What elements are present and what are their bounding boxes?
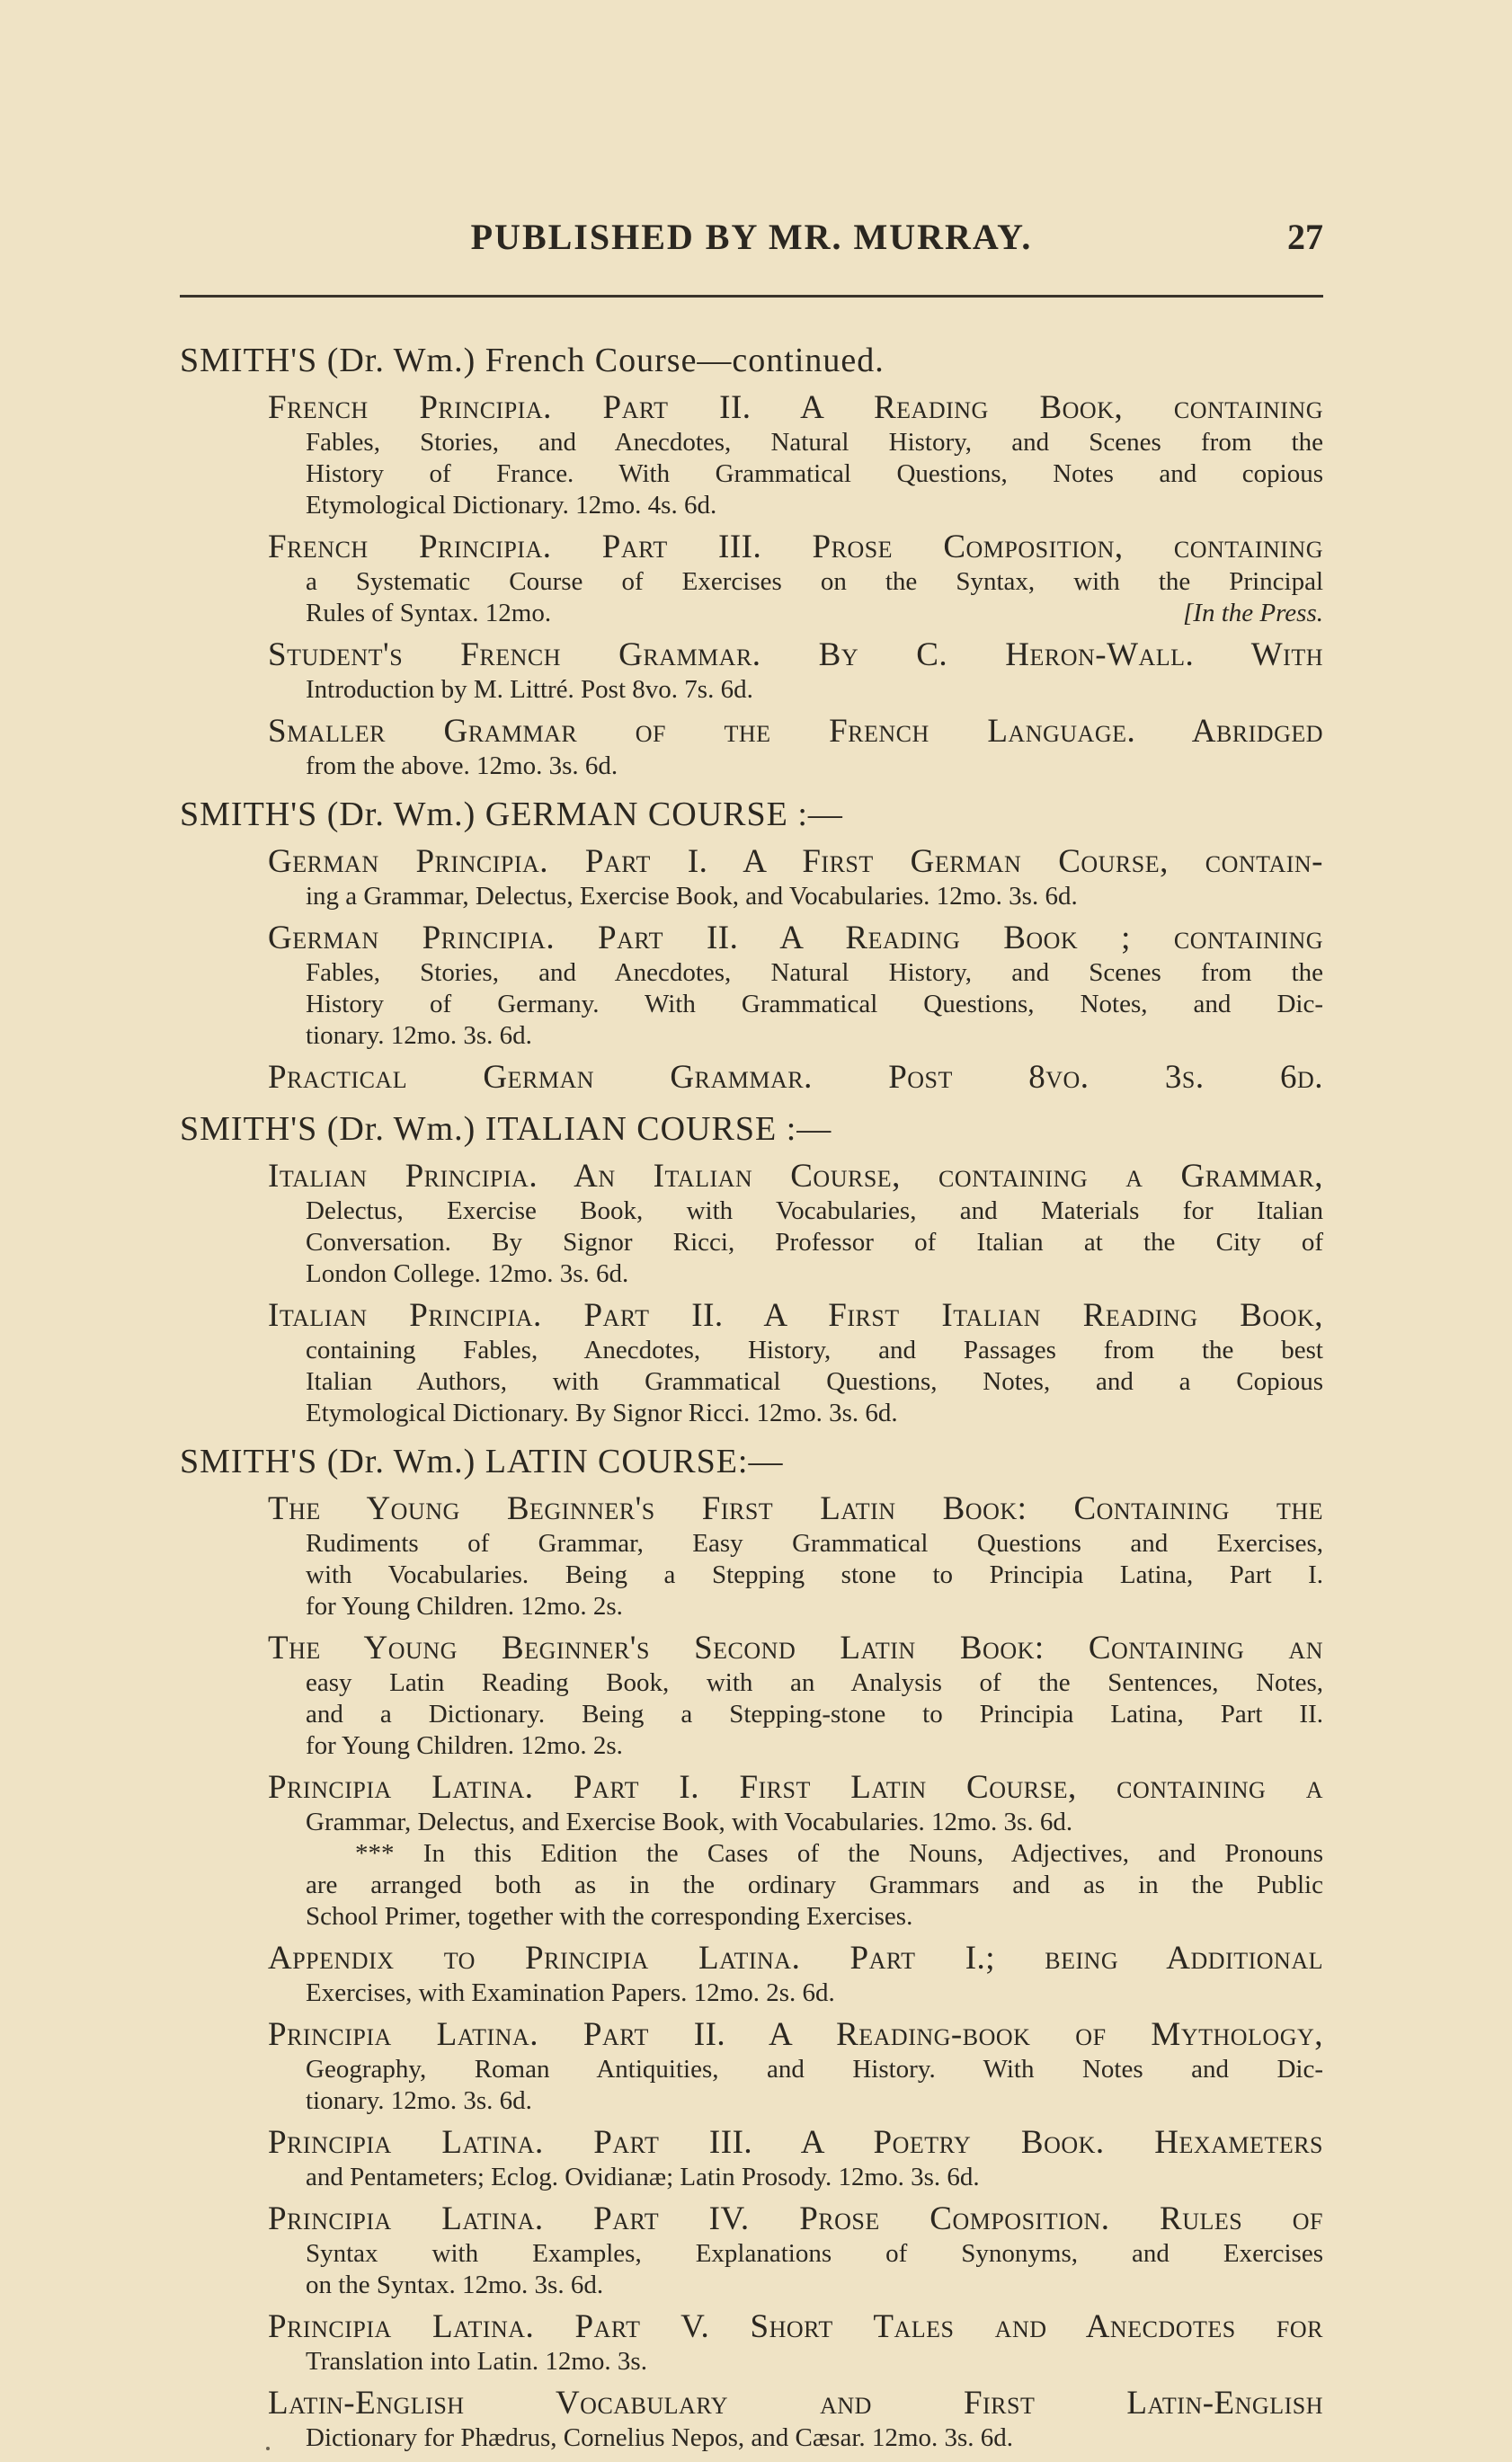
entry-title: Student's French Grammar. By C. Heron-Wall. With [268, 636, 1323, 673]
entry-description [268, 2238, 1323, 2301]
description-line: London College. 12mo. 3s. 6d. [306, 1259, 629, 1288]
entry-title: Italian Principia. Part II. A First Italian Reading Book, [268, 1297, 1323, 1334]
running-header [180, 209, 1323, 262]
entry-description [268, 1195, 1323, 1290]
catalogue-entry [180, 1769, 1323, 1933]
catalogue-entry [180, 1630, 1323, 1762]
description-line: Introduction by M. Littré. Post 8vo. 7s. 6d. [306, 675, 753, 704]
description-line: a Systematic Course of Exercises on the Syntax, with the Principal [306, 567, 1323, 596]
description-line: on the Syntax. 12mo. 3s. 6d. [306, 2271, 604, 2299]
entry-title: Principia Latina. Part I. First Latin Course, containing a [268, 1769, 1323, 1806]
edition-note-line: are arranged both as in the ordinary Grammars and as in the Public [306, 1871, 1323, 1899]
in-press-note: [In the Press. [1183, 599, 1323, 627]
edition-note-line: *** In this Edition the Cases of the Nouns, Adjectives, and Pronouns [355, 1839, 1323, 1868]
entry-description [268, 1667, 1323, 1762]
catalogue-entry [180, 1059, 1323, 1097]
entry-description [268, 1978, 1323, 2009]
ink-speck [266, 2447, 270, 2450]
entry-title: Principia Latina. Part II. A Reading-book of Mythology, [268, 2016, 1323, 2053]
description-line: Conversation. By Signor Ricci, Professor of Italian at the City of [306, 1228, 1323, 1257]
description-line: Dictionary for Phædrus, Cornelius Nepos, and Cæsar. 12mo. 3s. 6d. [306, 2423, 1013, 2452]
entry-description [268, 957, 1323, 1052]
edition-note-line: School Primer, together with the corresponding Exercises. [306, 1902, 913, 1931]
description-line: Geography, Roman Antiquities, and History. With Notes and Dic- [306, 2055, 1323, 2084]
description-line: ing a Grammar, Delectus, Exercise Book, and Vocabularies. 12mo. 3s. 6d. [306, 882, 1078, 911]
catalogue-entry [180, 920, 1323, 1052]
catalogue-entry [180, 1297, 1323, 1429]
entry-description [268, 2422, 1323, 2454]
catalogue-entry [180, 2016, 1323, 2117]
description-line: for Young Children. 12mo. 2s. [306, 1592, 623, 1621]
catalogue-entry [180, 2200, 1323, 2301]
entry-description [268, 1335, 1323, 1429]
entry-description [268, 427, 1323, 521]
description-line: Exercises, with Examination Papers. 12mo. 2s. 6d. [306, 1978, 835, 2007]
description-line: tionary. 12mo. 3s. 6d. [306, 1021, 532, 1050]
entry-title: German Principia. Part II. A Reading Book ; containing [268, 920, 1323, 956]
description-line: easy Latin Reading Book, with an Analysis of the Sentences, Notes, [306, 1668, 1323, 1697]
entry-description [268, 1528, 1323, 1622]
description-line: Grammar, Delectus, and Exercise Book, with Vocabularies. 12mo. 3s. 6d. [306, 1808, 1073, 1836]
catalogue-entry [180, 389, 1323, 521]
entry-title: Principia Latina. Part V. Short Tales and Anecdotes for [268, 2308, 1323, 2345]
catalogue-entry [180, 636, 1323, 706]
catalogue-entry [180, 1940, 1323, 2009]
catalogue-content [180, 328, 1323, 2461]
entry-title: Smaller Grammar of the French Language. Abridged [268, 713, 1323, 750]
description-line: Etymological Dictionary. 12mo. 4s. 6d. [306, 491, 717, 520]
catalogue-entry [180, 1158, 1323, 1290]
entry-title: German Principia. Part I. A First German Course, contain- [268, 843, 1323, 880]
entry-description [268, 1807, 1323, 1933]
section-heading: SMITH'S (Dr. Wm.) French Course—continued. [180, 342, 885, 379]
entry-title: Principia Latina. Part IV. Prose Composition. Rules of [268, 2200, 1323, 2237]
description-line: Fables, Stories, and Anecdotes, Natural History, and Scenes from the [306, 958, 1323, 987]
description-line: from the above. 12mo. 3s. 6d. [306, 751, 618, 780]
description-line: containing Fables, Anecdotes, History, and Passages from the best [306, 1336, 1323, 1364]
description-line: tionary. 12mo. 3s. 6d. [306, 2086, 532, 2115]
entry-description [268, 751, 1323, 782]
entry-title: French Principia. Part II. A Reading Book, containing [268, 389, 1323, 426]
description-line: and Pentameters; Eclog. Ovidianæ; Latin Prosody. 12mo. 3s. 6d. [306, 2163, 980, 2191]
entry-title: French Principia. Part III. Prose Composition, containing [268, 529, 1323, 565]
entry-description [268, 2346, 1323, 2378]
entry-description [268, 674, 1323, 706]
catalogue-entry [180, 1490, 1323, 1622]
header-rule [180, 295, 1323, 298]
section-heading: SMITH'S (Dr. Wm.) LATIN COURSE:— [180, 1443, 784, 1480]
entry-title: The Young Beginner's Second Latin Book: Containing an [268, 1630, 1323, 1667]
section-heading: SMITH'S (Dr. Wm.) GERMAN COURSE :— [180, 795, 843, 833]
entry-description [268, 2162, 1323, 2193]
description-line: Delectus, Exercise Book, with Vocabularies, and Materials for Italian [306, 1196, 1323, 1225]
page-number: 27 [1287, 217, 1323, 257]
description-line: History of France. With Grammatical Questions, Notes and copious [306, 459, 1323, 488]
description-line: History of Germany. With Grammatical Questions, Notes, and Dic- [306, 990, 1323, 1018]
description-line [306, 598, 1323, 629]
description-line: Translation into Latin. 12mo. 3s. [306, 2347, 647, 2376]
description-line: Fables, Stories, and Anecdotes, Natural History, and Scenes from the [306, 428, 1323, 457]
catalogue-entry [180, 843, 1323, 912]
description-line: Etymological Dictionary. By Signor Ricci. 12mo. 3s. 6d. [306, 1399, 898, 1427]
description-line: with Vocabularies. Being a Stepping stone to Principia Latina, Part I. [306, 1560, 1323, 1589]
catalogue-entry [180, 529, 1323, 629]
entry-description [268, 881, 1323, 912]
entry-description [268, 566, 1323, 629]
entry-description [268, 2054, 1323, 2117]
catalogue-entry [180, 2124, 1323, 2193]
description-line: for Young Children. 12mo. 2s. [306, 1731, 623, 1760]
description-line: Syntax with Examples, Explanations of Synonyms, and Exercises [306, 2239, 1323, 2268]
description-line: Italian Authors, with Grammatical Questions, Notes, and a Copious [306, 1367, 1323, 1396]
entry-title: Latin-English Vocabulary and First Latin-English [268, 2385, 1323, 2422]
entry-title: Principia Latina. Part III. A Poetry Book. Hexameters [268, 2124, 1323, 2161]
catalogue-entry [180, 713, 1323, 782]
entry-title: Appendix to Principia Latina. Part I.; being Additional [268, 1940, 1323, 1977]
catalogue-entry [180, 2308, 1323, 2378]
description-line: Rudiments of Grammar, Easy Grammatical Questions and Exercises, [306, 1529, 1323, 1558]
entry-title: Practical German Grammar. Post 8vo. 3s. 6d. [268, 1059, 1323, 1096]
description-line: and a Dictionary. Being a Stepping-stone to Principia Latina, Part II. [306, 1700, 1323, 1729]
description-line-text: Rules of Syntax. 12mo. [306, 599, 552, 627]
entry-title: Italian Principia. An Italian Course, containing a Grammar, [268, 1158, 1323, 1195]
header-title: PUBLISHED BY MR. MURRAY. [470, 217, 1033, 257]
entry-title: The Young Beginner's First Latin Book: Containing the [268, 1490, 1323, 1527]
catalogue-entry [180, 2385, 1323, 2454]
section-heading: SMITH'S (Dr. Wm.) ITALIAN COURSE :— [180, 1110, 832, 1148]
